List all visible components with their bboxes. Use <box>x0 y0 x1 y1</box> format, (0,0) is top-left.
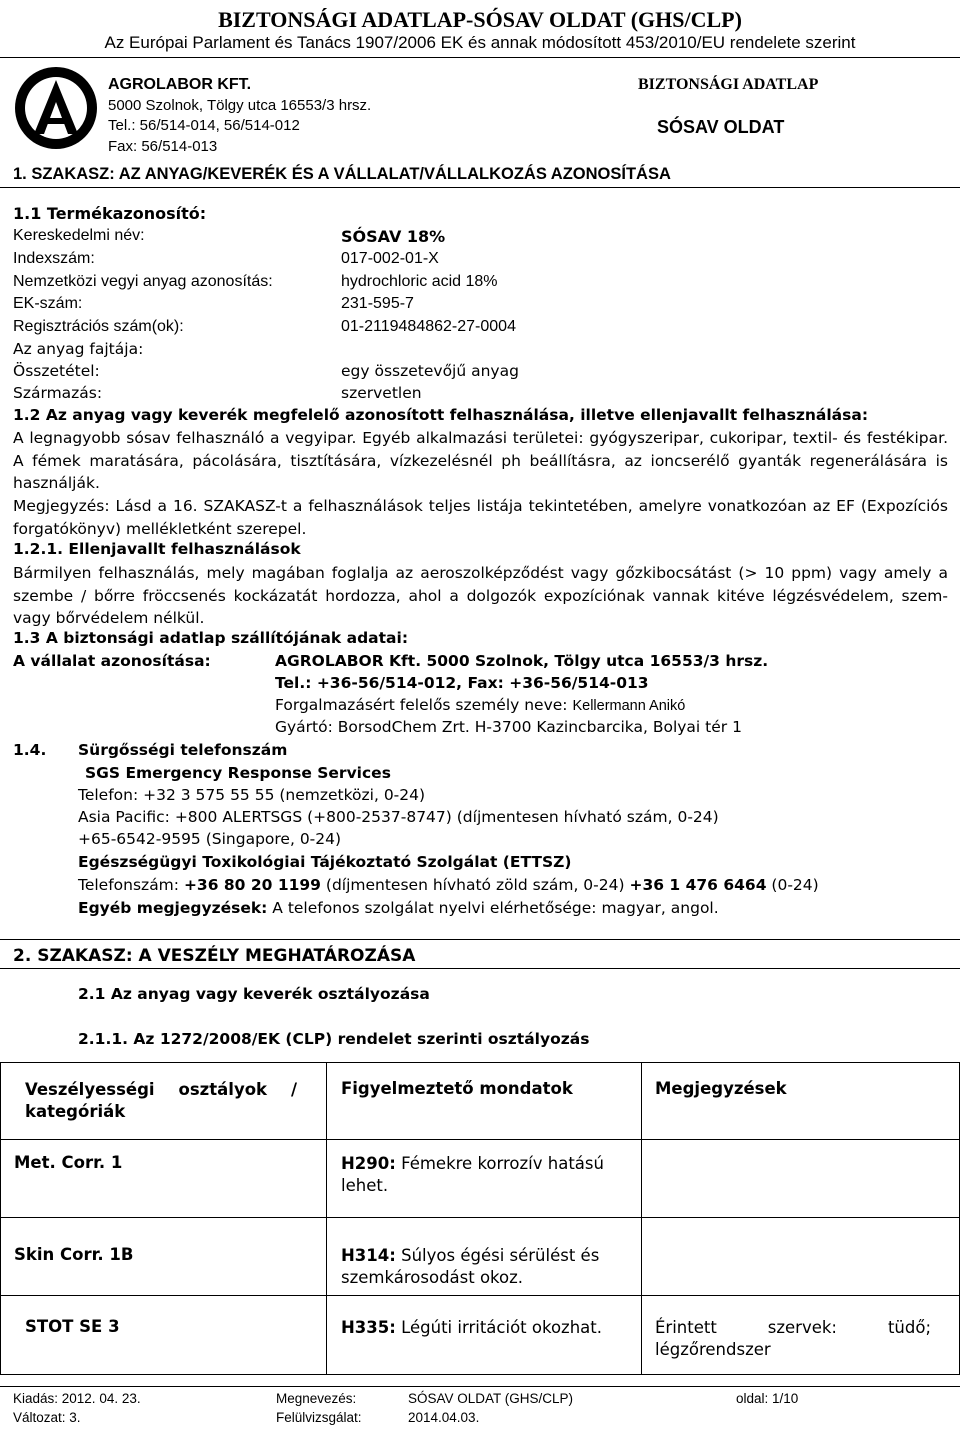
footer-page-number: oldal: 1/10 <box>736 1391 799 1406</box>
s14-org: SGS Emergency Response Services <box>85 764 391 782</box>
footer-name-label: Megnevezés: <box>276 1391 357 1406</box>
footer-review-value: 2014.04.03. <box>408 1410 480 1425</box>
footer-issued: Kiadás: 2012. 04. 23. <box>13 1391 141 1406</box>
s13-contact: Tel.: +36-56/514-012, Fax: +36-56/514-013 <box>275 674 649 692</box>
s13-company: AGROLABOR Kft. 5000 Szolnok, Tölgy utca 16553/3 hrsz. <box>275 652 769 670</box>
identifier-label: Regisztrációs szám(ok): <box>13 318 184 335</box>
identifier-value: 231-595-7 <box>341 295 414 312</box>
identifier-label: Származás: <box>13 384 103 402</box>
s12-note: Megjegyzés: Lásd a 16. SZAKASZ-t a felhasználások teljes listája tekintetében, amelyre vonatkozóan az EF (Expozíciós forgatókönyv) mellékletként szerepel. <box>13 497 948 538</box>
table-row-class: STOT SE 3 <box>25 1317 120 1336</box>
table-header-statement: Figyelmeztető mondatok <box>341 1079 573 1098</box>
s14-asia: Asia Pacific: +800 ALERTSGS (+800-2537-8747) (díjmentesen hívható szám, 0-24) <box>78 808 719 826</box>
identifier-value: egy összetevőjű anyag <box>341 362 519 380</box>
hazard-code: H290: <box>341 1154 396 1173</box>
s13-label: A vállalat azonosítása: <box>13 652 211 670</box>
footer-name-value: SÓSAV OLDAT (GHS/CLP) <box>408 1391 574 1406</box>
hazard-text: Légúti irritációt okozhat. <box>395 1318 602 1337</box>
s14-ettsz-phone <box>78 876 819 894</box>
footer-review-label: Felülvizsgálat: <box>276 1410 362 1425</box>
section1-heading: 1. SZAKASZ: AZ ANYAG/KEVERÉK ÉS A VÁLLALAT/VÁLLALKOZÁS AZONOSÍTÁSA <box>13 165 671 183</box>
document-title: BIZTONSÁGI ADATLAP-SÓSAV OLDAT (GHS/CLP) <box>218 7 742 32</box>
s21-title: 2.1 Az anyag vagy keverék osztályozása <box>78 985 430 1003</box>
identifier-value: 017-002-01-X <box>341 250 439 267</box>
header-divider <box>0 57 960 58</box>
s13-responsible-name: Kellermann Anikó <box>572 698 686 714</box>
s12-title: 1.2 Az anyag vagy keverék megfelelő azonosított felhasználása, illetve ellenjavallt felhasználása: <box>13 406 869 424</box>
table-column-divider <box>326 1063 327 1374</box>
identifier-value: hydrochloric acid 18% <box>341 273 498 290</box>
table-row-statement <box>341 1317 621 1339</box>
hazard-code: H314: <box>341 1246 396 1265</box>
footer-version: Változat: 3. <box>13 1410 81 1425</box>
table-header-note: Megjegyzések <box>655 1079 787 1098</box>
company-fax: Fax: 56/514-013 <box>108 138 218 155</box>
s14-other-text: A telefonos szolgálat nyelvi elérhetősége: magyar, angol. <box>267 899 719 917</box>
s14-number: 1.4. <box>13 741 47 759</box>
agrolabor-logo-icon <box>14 66 98 150</box>
s13-title: 1.3 A biztonsági adatlap szállítójának adatai: <box>13 629 409 647</box>
s14-title: Sürgősségi telefonszám <box>78 741 288 759</box>
table-row-statement <box>341 1153 621 1197</box>
company-name: AGROLABOR KFT. <box>108 76 252 93</box>
s12-text: A legnagyobb sósav felhasználó a vegyipar. Egyéb alkalmazási területei: gyógyszeripar, cukoripar, textil- és festékipar. A fémek maratására, pácolására, tisztítására, vízkezelésnél ph beállításra, az ioncserélő gyanták regenerálására is használják. <box>13 429 948 492</box>
identifier-label: EK-szám: <box>13 295 83 312</box>
doc-label-title: BIZTONSÁGI ADATLAP <box>638 76 819 93</box>
s14-phone: Telefon: +32 3 575 55 55 (nemzetközi, 0-24) <box>78 786 426 804</box>
table-row-class: Skin Corr. 1B <box>14 1245 134 1264</box>
s13-manufacturer: Gyártó: BorsodChem Zrt. H-3700 Kazincbarcika, Bolyai tér 1 <box>275 718 742 736</box>
identifier-value: SÓSAV 18% <box>341 227 446 246</box>
identifier-label: Indexszám: <box>13 250 95 267</box>
identifier-label: Kereskedelmi név: <box>13 227 145 244</box>
document-subtitle: Az Európai Parlament és Tanács 1907/2006 EK és annak módosított 453/2010/EU rendelete szerint <box>104 33 856 52</box>
s13-responsible <box>275 696 685 714</box>
s121-title: 1.2.1. Ellenjavallt felhasználások <box>13 540 301 558</box>
s13-responsible-label: Forgalmazásért felelős személy neve: <box>275 696 573 714</box>
s14-tel-green: +36 80 20 1199 <box>183 876 321 894</box>
s14-tel-note: (díjmentesen hívható zöld szám, 0-24) <box>320 876 630 894</box>
identifier-label: Összetétel: <box>13 362 100 380</box>
hazard-code: H335: <box>341 1318 396 1337</box>
classification-table <box>0 1062 960 1375</box>
footer-divider <box>0 1386 960 1387</box>
s14-other-label: Egyéb megjegyzések: <box>78 899 268 917</box>
s14-ettsz: Egészségügyi Toxikológiai Tájékoztató Szolgálat (ETTSZ) <box>78 853 572 871</box>
doc-label-product: SÓSAV OLDAT <box>657 117 785 137</box>
company-tel: Tel.: 56/514-014, 56/514-012 <box>108 117 300 134</box>
table-header-class: Veszélyességi osztályok / kategóriák <box>25 1080 297 1121</box>
table-row-divider <box>1 1217 959 1218</box>
table-row-statement <box>341 1245 621 1289</box>
hazard-text: Súlyos égési sérülést és szemkárosodást okoz. <box>341 1246 600 1287</box>
s14-tel-main: +36 1 476 6464 <box>629 876 767 894</box>
hazard-text: Fémekre korrozív hatású lehet. <box>341 1154 604 1195</box>
s14-other <box>78 899 719 917</box>
section1-divider <box>0 187 960 188</box>
s121-text: Bármilyen felhasználás, mely magában foglalja az aeroszolképződést vagy gőzkibocsátást (> 10 ppm) vagy amely a szembe / bőrre fröccsenés kockázatát hordozza, ahol a dolgozók expozíciónak vannak kitéve légzésvédelem, szem- vagy bőrvédelem nélkül. <box>13 564 948 627</box>
table-row-note: Érintett szervek: tüdő; légzőrendszer <box>655 1318 931 1359</box>
table-column-divider <box>641 1063 642 1374</box>
table-row-divider <box>1 1295 959 1296</box>
s211-title: 2.1.1. Az 1272/2008/EK (CLP) rendelet szerinti osztályozás <box>78 1030 590 1048</box>
table-row-divider <box>1 1139 959 1140</box>
table-row-class: Met. Corr. 1 <box>14 1153 123 1172</box>
section2-divider-bottom <box>0 968 960 969</box>
s14-tel-label: Telefonszám: <box>78 876 184 894</box>
s14-singapore: +65-6542-9595 (Singapore, 0-24) <box>78 830 342 848</box>
identifier-label: Az anyag fajtája: <box>13 340 144 358</box>
company-address: 5000 Szolnok, Tölgy utca 16553/3 hrsz. <box>108 97 372 114</box>
identifier-value: 01-2119484862-27-0004 <box>341 318 516 335</box>
s11-title: 1.1 Termékazonosító: <box>13 204 207 223</box>
identifier-value: szervetlen <box>341 384 422 402</box>
s14-tel-hours: (0-24) <box>766 876 819 894</box>
section2-heading: 2. SZAKASZ: A VESZÉLY MEGHATÁROZÁSA <box>13 946 416 966</box>
identifier-label: Nemzetközi vegyi anyag azonosítás: <box>13 273 273 290</box>
section2-divider-top <box>0 939 960 940</box>
